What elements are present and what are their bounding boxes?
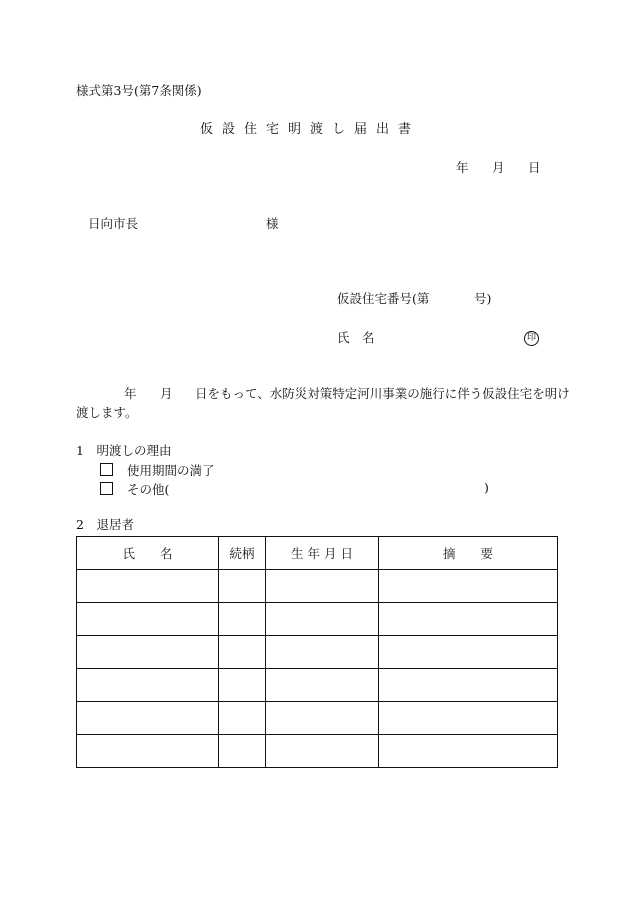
cell-relation[interactable] [219, 603, 266, 636]
cell-birthdate[interactable] [266, 735, 379, 768]
table-row [77, 570, 558, 603]
table-row [77, 603, 558, 636]
table-header-row [77, 537, 558, 570]
evacuees-table [76, 536, 558, 768]
housing-number-label: 仮設住宅番号(第 [337, 291, 430, 306]
addressee-honorific: 様 [266, 216, 279, 231]
option-expiry-label: 使用期間の満了 [126, 463, 215, 478]
cell-name[interactable] [77, 570, 219, 603]
col-remarks: 摘 要 [379, 537, 558, 570]
col-relation: 続柄 [219, 537, 266, 570]
body-month: 月 [160, 386, 173, 401]
form-number: 様式第3号(第7条関係) [76, 83, 202, 98]
cell-relation[interactable] [219, 669, 266, 702]
other-checkbox[interactable] [100, 482, 113, 495]
table-row [77, 669, 558, 702]
cell-remarks[interactable] [379, 702, 558, 735]
seal-mark [524, 330, 539, 346]
cell-birthdate[interactable] [266, 702, 379, 735]
housing-number-suffix: 号) [474, 291, 492, 306]
applicant-name-label: 氏 名 [337, 330, 375, 345]
seal-icon: 印 [524, 331, 539, 346]
table-row [77, 636, 558, 669]
cell-name[interactable] [77, 702, 219, 735]
cell-name[interactable] [77, 735, 219, 768]
cell-relation[interactable] [219, 702, 266, 735]
cell-name[interactable] [77, 636, 219, 669]
option-expiry [100, 463, 215, 478]
body-line1: 日をもって、水防災対策特定河川事業の施行に伴う仮設住宅を明け [195, 386, 570, 401]
cell-birthdate[interactable] [266, 669, 379, 702]
table-row [77, 735, 558, 768]
option-other-close: ) [484, 480, 489, 495]
cell-name[interactable] [77, 669, 219, 702]
col-birthdate: 生 年 月 日 [266, 537, 379, 570]
option-other [100, 482, 169, 497]
cell-remarks[interactable] [379, 636, 558, 669]
date-year: 年 [456, 160, 469, 175]
document-title: 仮設住宅明渡し届出書 [200, 122, 421, 137]
cell-relation[interactable] [219, 735, 266, 768]
date-day: 日 [528, 160, 541, 175]
cell-relation[interactable] [219, 636, 266, 669]
cell-remarks[interactable] [379, 603, 558, 636]
addressee-name: 日向市長 [88, 216, 139, 231]
cell-remarks[interactable] [379, 735, 558, 768]
body-year: 年 [124, 386, 137, 401]
evacuees-heading: 2 退居者 [76, 517, 134, 532]
option-other-label: その他( [126, 482, 170, 497]
cell-relation[interactable] [219, 570, 266, 603]
cell-name[interactable] [77, 603, 219, 636]
body-line2: 渡します。 [76, 405, 138, 420]
cell-birthdate[interactable] [266, 570, 379, 603]
col-name: 氏 名 [77, 537, 219, 570]
expiry-checkbox[interactable] [100, 463, 113, 476]
cell-birthdate[interactable] [266, 603, 379, 636]
cell-remarks[interactable] [379, 669, 558, 702]
cell-birthdate[interactable] [266, 636, 379, 669]
date-month: 月 [492, 160, 505, 175]
table-row [77, 702, 558, 735]
cell-remarks[interactable] [379, 570, 558, 603]
reason-heading: 1 明渡しの理由 [76, 443, 172, 458]
